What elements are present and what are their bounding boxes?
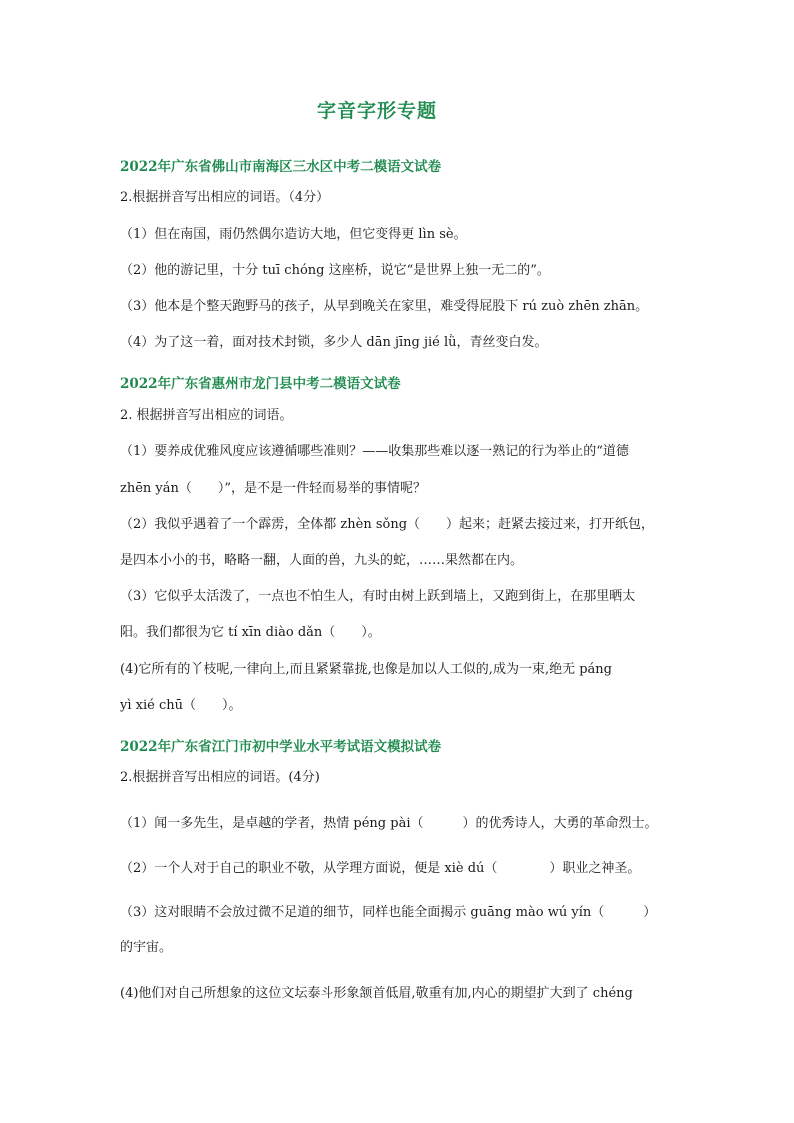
question-prompt: 2. 根据拼音写出相应的词语。: [120, 408, 293, 423]
question-item: （1）闻一多先生，是卓越的学者，热情 péng pài（ ）的优秀诗人，大勇的革命烈士。: [120, 816, 658, 831]
question-item-continued: 阳。我们都很为它 tí xīn diào dǎn（ ）。: [120, 625, 381, 640]
section-heading-foshan: 2022年广东省佛山市南海区三水区中考二模语文试卷: [120, 159, 442, 175]
question-item: （1）但在南国，雨仍然偶尔造访大地，但它变得更 lìn sè。: [120, 227, 467, 242]
question-item: （3）他本是个整天跑野马的孩子，从早到晚关在家里，难受得屁股下 rú zuò zhēn zhān。: [120, 299, 649, 314]
section-heading-jiangmen: 2022年广东省江门市初中学业水平考试语文模拟试卷: [120, 739, 442, 755]
question-item: (4)他们对自己所想象的这位文坛泰斗形象颔首低眉,敬重有加,内心的期望扩大到了 chéng: [120, 986, 633, 1001]
question-prompt: 2.根据拼音写出相应的词语。（4分）: [120, 190, 330, 205]
question-item: （3）这对眼睛不会放过微不足道的细节，同样也能全面揭示 guāng mào wú yín（ ）: [120, 905, 657, 920]
question-item: （2）一个人对于自己的职业不敬，从学理方面说，便是 xiè dú（ ）职业之神圣。: [120, 861, 641, 876]
question-item: （1）要养成优雅风度应该遵循哪些准则？——收集那些难以逐一熟记的行为举止的“道德: [120, 444, 629, 459]
question-item-continued: zhēn yán（ ）”，是不是一件轻而易举的事情呢？: [120, 481, 427, 496]
page-title: 字音字形专题: [316, 100, 437, 122]
question-prompt: 2.根据拼音写出相应的词语。(4分): [120, 770, 320, 785]
question-item-continued: 是四本小小的书，略略一翻，人面的兽，九头的蛇，……果然都在内。: [120, 553, 524, 568]
question-item: （2）我似乎遇着了一个霹雳，全体都 zhèn sǒng（ ）起来；赶紧去接过来，打开纸包，: [120, 517, 655, 532]
question-item-continued: yì xié chū（ ）。: [120, 698, 242, 713]
section-heading-huizhou: 2022年广东省惠州市龙门县中考二模语文试卷: [120, 376, 401, 392]
question-item: (4)它所有的丫枝呢,一律向上,而且紧紧靠拢,也像是加以人工似的,成为一束,绝无 páng: [120, 662, 612, 677]
question-item-continued: 的宇宙。: [120, 940, 173, 955]
question-item: （3）它似乎太活泼了，一点也不怕生人，有时由树上跃到墙上，又跑到街上，在那里晒太: [120, 589, 636, 604]
question-item: （4）为了这一着，面对技术封锁，多少人 dān jīng jié lǜ，青丝变白发。: [120, 335, 548, 350]
question-item: （2）他的游记里，十分 tuī chóng 这座桥，说它“是世界上独一无二的”。: [120, 263, 550, 278]
